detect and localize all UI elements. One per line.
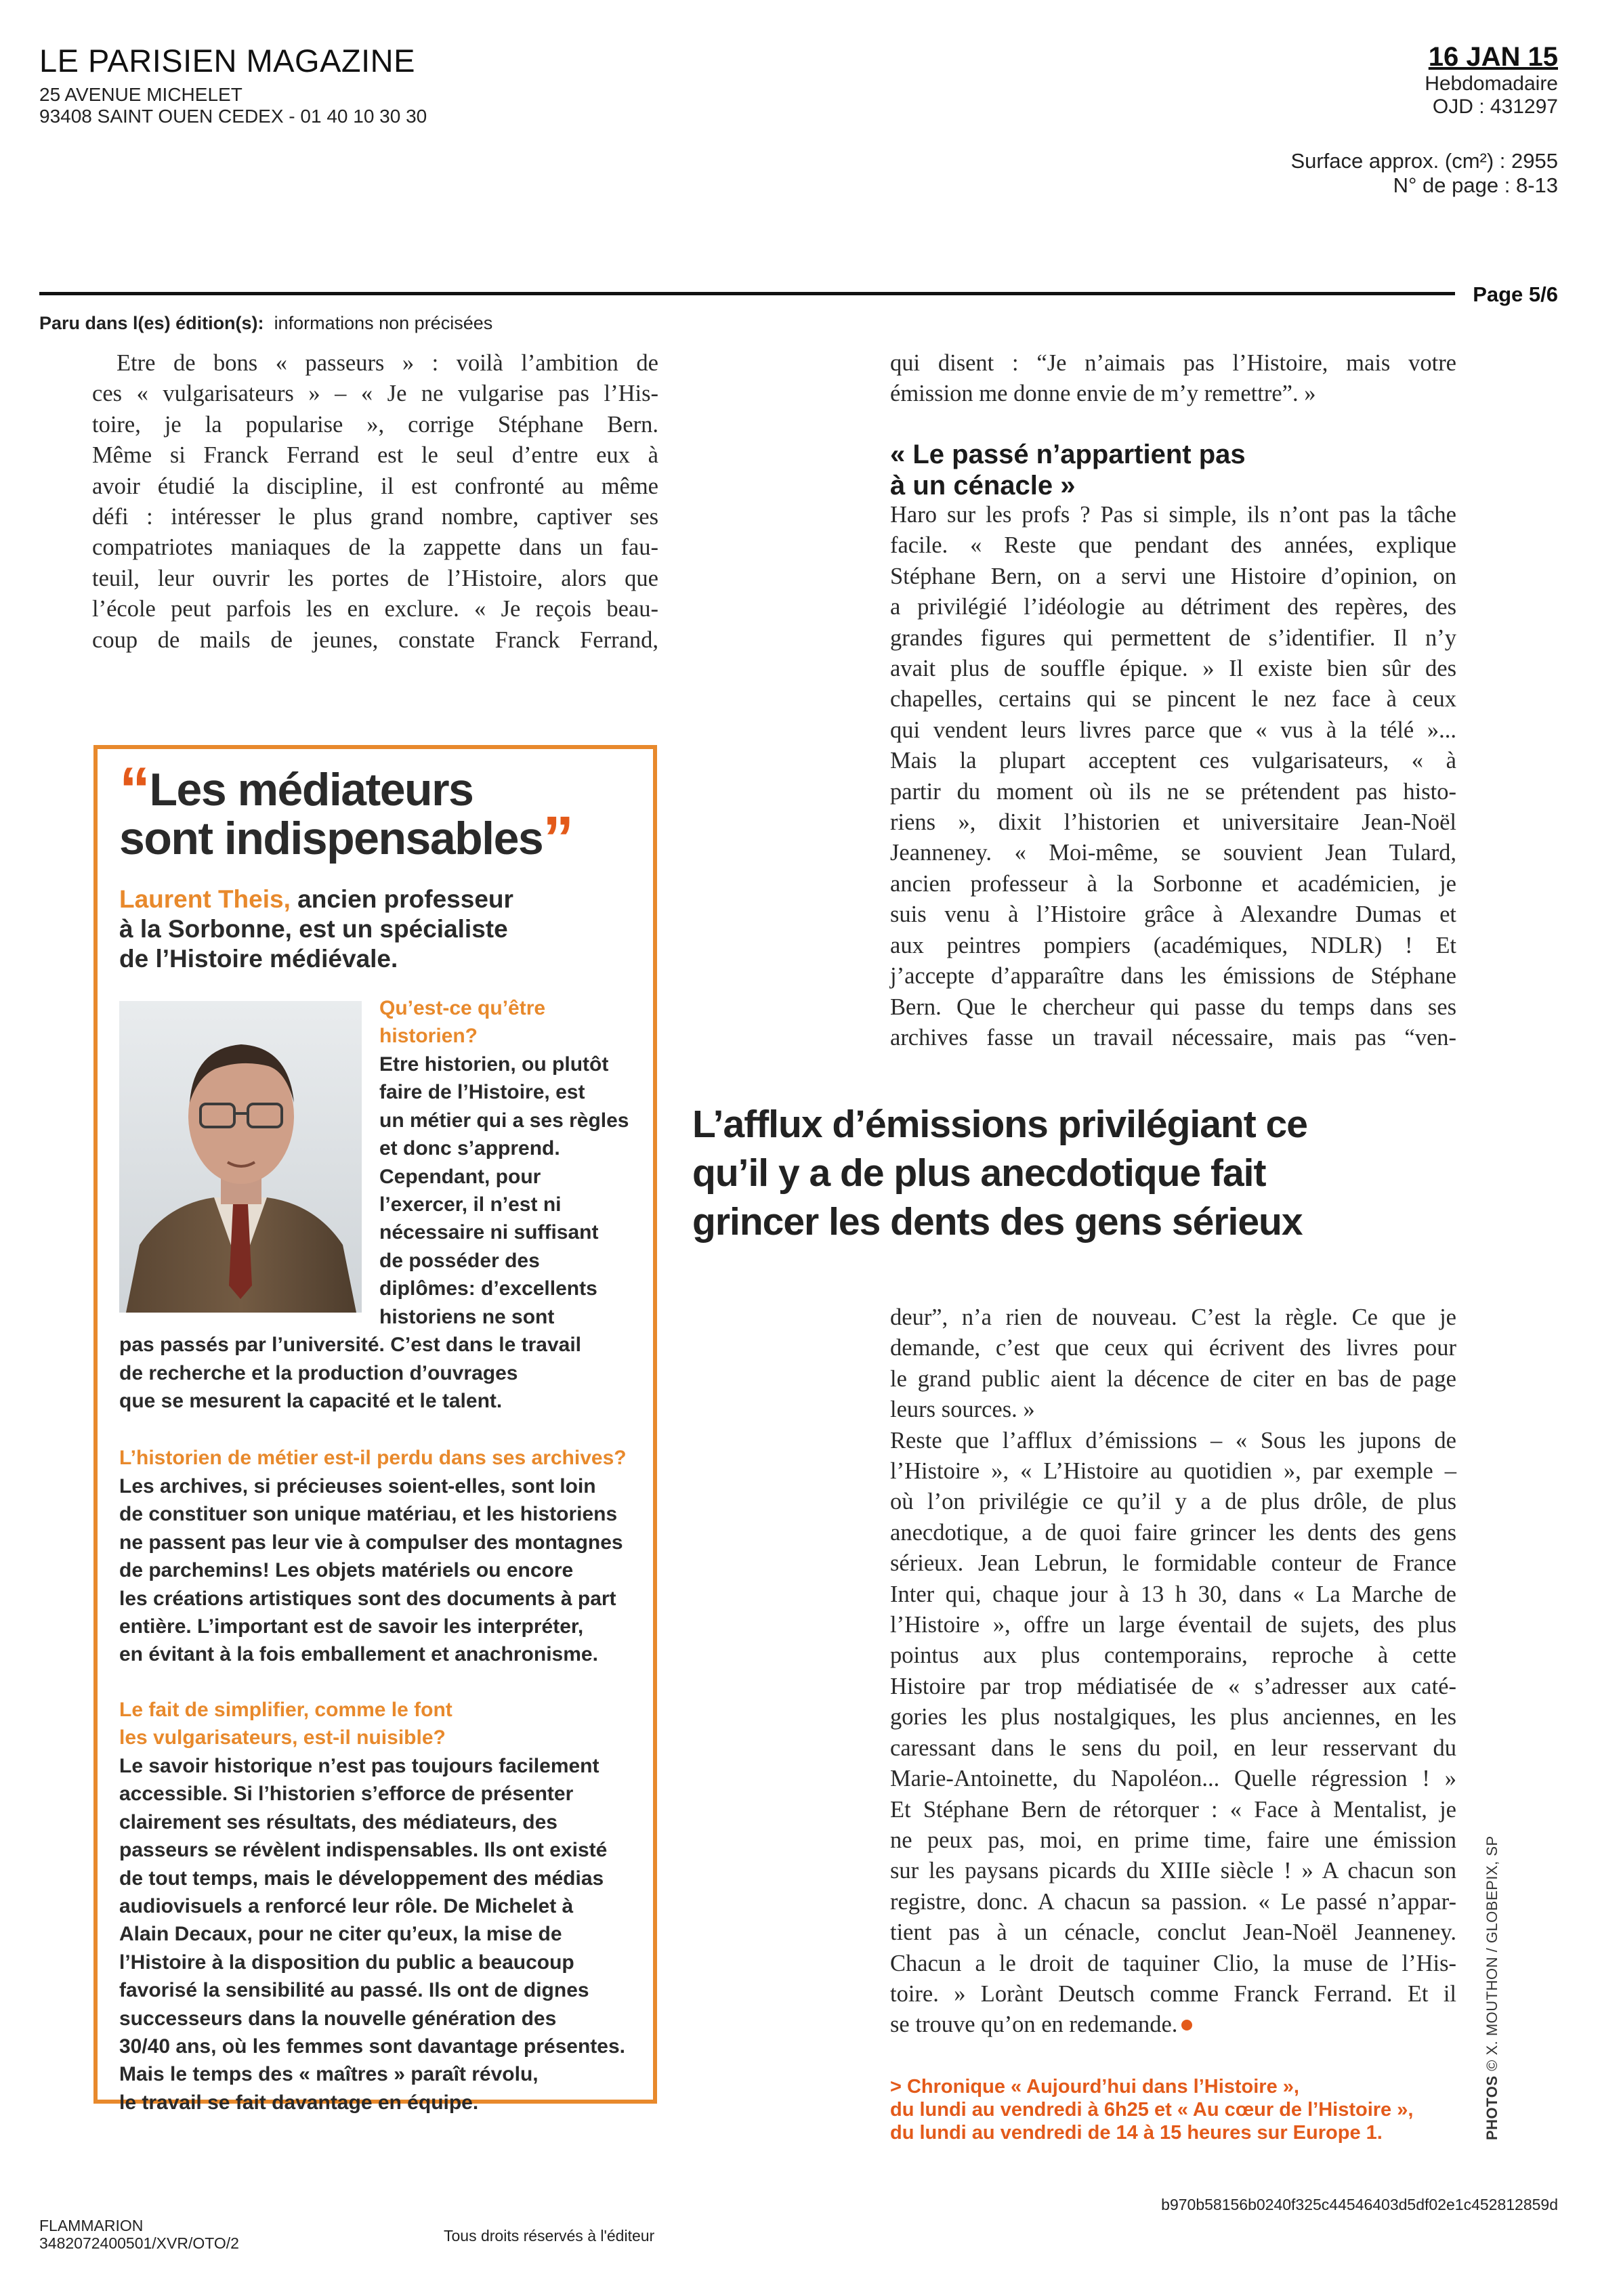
interview-question-1	[379, 994, 637, 1050]
text-line: pointus aux plus contemporains, reproche à cette	[890, 1642, 1456, 1669]
publication-name: LE PARISIEN MAGAZINE	[39, 43, 415, 79]
answer-line: Le savoir historique n’est pas toujours facilement	[119, 1755, 599, 1777]
text-line: compatriotes maniaques de la zappette dans un fau-	[92, 534, 658, 561]
text-line: registre, donc. A chacun sa passion. « Le passé n’appar-	[890, 1888, 1456, 1915]
footer-left	[39, 2217, 239, 2252]
text-line: j’accepte d’apparaître dans les émissions de Stéphane	[890, 963, 1456, 990]
interview-answer-1-side	[379, 1050, 644, 1303]
edition-value: informations non précisées	[274, 313, 493, 333]
text-line: caressant dans le sens du poil, en leur resservant du	[890, 1735, 1456, 1761]
article-column-right-body	[890, 500, 1456, 1053]
interview-box-title	[119, 755, 573, 873]
text-line: facile. « Reste que pendant des années, explique	[890, 532, 1456, 559]
article-column-right-bottom	[890, 1302, 1456, 2041]
text-line: Inter qui, chaque jour à 13 h 30, dans « La Marche de	[890, 1581, 1456, 1607]
issue-ojd: OJD : 431297	[1432, 95, 1558, 118]
answer-line: un métier qui a ses règles	[379, 1109, 629, 1132]
text-line: demande, c’est que ceux qui écrivent des livres pour	[890, 1335, 1456, 1361]
header-rule	[39, 292, 1455, 295]
text-line: l’école peut parfois les en exclure. « Je reçois beau-	[92, 596, 658, 622]
text-line: sur les paysans picards du XIIIe siècle ! » A chacun son	[890, 1858, 1456, 1884]
answer-line: l’Histoire à la disposition du public a beaucoup	[119, 1951, 574, 1974]
text-line: qui vendent leurs livres parce que « vus à la télé »...	[890, 717, 1456, 743]
text-line: qui disent : “Je n’aimais pas l’Histoire, mais votre	[890, 350, 1456, 376]
question-line: historien?	[379, 1025, 478, 1048]
interview-answer-1-continued	[119, 1303, 634, 1416]
text-line: émission me donne envie de m’y remettre”. »	[890, 381, 1316, 407]
text-line: Mais la plupart acceptent ces vulgarisateurs, « à	[890, 748, 1456, 774]
text-line: grandes figures qui permettent de s’identifier. Il n’y	[890, 624, 1456, 651]
interview-answer-3	[119, 1752, 634, 2117]
answer-line: audiovisuels a renforcé leur rôle. De Michelet à	[119, 1895, 574, 1918]
box-title-line: sont indispensables	[119, 813, 543, 864]
text-line: riens », dixit l’historien et universitaire Jean-Noël	[890, 809, 1456, 836]
footer-rights: Tous droits réservés à l'éditeur	[444, 2227, 655, 2245]
answer-line: 30/40 ans, où les femmes sont davantage présentes.	[119, 2035, 625, 2058]
portrait-photo	[119, 1001, 362, 1313]
answer-line: et donc s’apprend.	[379, 1137, 560, 1160]
text-line: ancien professeur à la Sorbonne et académicien, je	[890, 870, 1456, 897]
text-line: avait plus de souffle épique. » Il existe bien sûr des	[890, 656, 1456, 682]
issue-meta	[1290, 149, 1558, 198]
text-line: tient pas à un cénacle, conclut Jean-Noël Jeanneney.	[890, 1919, 1456, 1946]
text-line-final	[890, 2010, 1456, 2040]
answer-line: de constituer son unique matériau, et les historiens	[119, 1503, 618, 1526]
photo-credit-text: © X. MOUTHON / GLOBEPIX, SP	[1483, 1835, 1500, 2071]
page-range-info: N° de page : 8-13	[1393, 173, 1558, 197]
interview-answer-2	[119, 1472, 634, 1669]
text-line: leurs sources. »	[890, 1397, 1035, 1423]
answer-line: Etre historien, ou plutôt	[379, 1053, 609, 1076]
lead-text: ancien professeur	[290, 885, 513, 913]
interview-box-lead	[119, 885, 634, 974]
endnote-line: du lundi au vendredi de 14 à 15 heures sur Europe 1.	[890, 2122, 1383, 2144]
answer-line: le travail se fait davantage en équipe.	[119, 2091, 479, 2114]
text-line: avoir étudié la discipline, il est confronté au même	[92, 473, 658, 499]
question-line: Qu’est-ce qu’être	[379, 997, 546, 1019]
issue-date: 16 JAN 15	[1428, 42, 1558, 72]
publication-address-line1: 25 AVENUE MICHELET	[39, 84, 243, 105]
text-line: sérieux. Jean Lebrun, le formidable conteur de France	[890, 1550, 1456, 1577]
page-number: Page 5/6	[1473, 282, 1558, 306]
box-title-line: Les médiateurs	[149, 764, 473, 815]
answer-line: de tout temps, mais le développement des médias	[119, 1867, 604, 1890]
pull-quote-line: grincer les dents des gens sérieux	[692, 1200, 1303, 1243]
answer-line: clairement ses résultats, des médiateurs, des	[119, 1810, 557, 1833]
lead-text: de l’Histoire médiévale.	[119, 945, 398, 973]
answer-line: Alain Decaux, pour ne citer qu’eux, la mise de	[119, 1923, 562, 1946]
answer-line: favorisé la sensibilité au passé. Ils ont de dignes	[119, 1979, 589, 2002]
text-line: teuil, leur ouvrir les portes de l’Histoire, alors que	[92, 565, 658, 591]
pull-quote-line: L’afflux d’émissions privilégiant ce	[692, 1103, 1307, 1146]
text-line: ces « vulgarisateurs » – « Je ne vulgarise pas l’His-	[92, 381, 658, 407]
text-line: a privilégié l’idéologie au détriment des repères, des	[890, 594, 1456, 620]
answer-line: en évitant à la fois emballement et anachronisme.	[119, 1643, 598, 1666]
close-quote-icon: ”	[543, 804, 573, 873]
question-line: les vulgarisateurs, est-il nuisible?	[119, 1726, 446, 1749]
interview-question-3	[119, 1696, 458, 1752]
text-line: Marie-Antoinette, du Napoléon... Quelle régression ! »	[890, 1766, 1456, 1792]
text-line: Reste que l’afflux d’émissions – « Sous les jupons de	[890, 1427, 1456, 1453]
text-line: toire. » Lorànt Deutsch comme Franck Ferrand. Et il	[890, 1980, 1456, 2007]
answer-line: de parchemins! Les objets matériels ou encore	[119, 1559, 574, 1582]
endnote-line: > Chronique « Aujourd’hui dans l’Histoire »,	[890, 2076, 1299, 2098]
text-line: Jeanneney. « Moi-même, se souvient Jean Tulard,	[890, 840, 1456, 866]
text-line: Haro sur les profs ? Pas si simple, ils n’ont pas la tâche	[890, 502, 1456, 528]
text-line: Même si Franck Ferrand est le seul d’entre eux à	[92, 442, 658, 469]
surface-info: Surface approx. (cm²) : 2955	[1290, 149, 1558, 173]
text-line: Stéphane Bern, on a servi une Histoire d’opinion, on	[890, 563, 1456, 589]
text-line: le grand public aient la décence de citer en bas de page	[890, 1365, 1456, 1392]
text-line: coup de mails de jeunes, constate Franck Ferrand,	[92, 626, 658, 653]
text-line: chapelles, certains qui se pincent le nez face à ceux	[890, 686, 1456, 713]
text-line: l’Histoire », « L’Histoire au quotidien », par exemple –	[890, 1458, 1456, 1485]
text-line: aux peintres pompiers (académiques, NDLR) ! Et	[890, 932, 1456, 958]
answer-line: passeurs se révèlent indispensables. Ils ont existé	[119, 1839, 608, 1862]
text-line: Bern. Que le chercheur qui passe du temps dans ses	[890, 994, 1456, 1020]
answer-line: Cependant, pour	[379, 1165, 541, 1188]
edition-info	[39, 313, 492, 334]
answer-line: Mais le temps des « maîtres » paraît révolu,	[119, 2063, 539, 2086]
answer-line: accessible. Si l’historien s’efforce de présenter	[119, 1783, 574, 1806]
text-line: partir du moment où ils ne se prétendent pas histo-	[890, 778, 1456, 805]
answer-line: les créations artistiques sont des documents à part	[119, 1587, 616, 1610]
issue-info	[1425, 42, 1558, 119]
broadcast-endnote	[890, 2075, 1413, 2144]
pull-quote-line: qu’il y a de plus anecdotique fait	[692, 1151, 1266, 1195]
text-line: défi : intéresser le plus grand nombre, captiver ses	[92, 504, 658, 530]
lead-text: à la Sorbonne, est un spécialiste	[119, 915, 508, 943]
text-line: toire, je la popularise », corrige Stéphane Bern.	[92, 411, 658, 438]
answer-line: l’exercer, il n’est ni	[379, 1193, 562, 1216]
answer-line: pas passés par l’université. C’est dans le travail	[119, 1334, 581, 1357]
answer-line: que se mesurent la capacité et le talent.	[119, 1390, 503, 1413]
text-line: gories les plus nostalgiques, les plus anciennes, en les	[890, 1704, 1456, 1730]
answer-line: faire de l’Histoire, est	[379, 1081, 585, 1104]
open-quote-icon: “	[119, 755, 150, 824]
issue-frequency: Hebdomadaire	[1425, 72, 1558, 95]
text-line: Et Stéphane Bern de rétorquer : « Face à Mentalist, je	[890, 1796, 1456, 1823]
text-line: Histoire par trop médiatisée de « s’adresser aux caté-	[890, 1673, 1456, 1699]
text-line: suis venu à l’Histoire grâce à Alexandre Dumas et	[890, 901, 1456, 928]
section-subhead	[890, 439, 1456, 501]
question-line: L’historien de métier est-il perdu dans ses archives?	[119, 1447, 627, 1469]
subhead-line: à un cénacle »	[890, 471, 1076, 501]
answer-line: entière. L’important est de savoir les interpréter,	[119, 1615, 584, 1638]
footer-reference: 3482072400501/XVR/OTO/2	[39, 2234, 239, 2252]
text-line: Etre de bons « passeurs » : voilà l’ambition de	[117, 350, 658, 376]
interviewee-name: Laurent Theis,	[119, 885, 291, 913]
answer-line: historiens ne sont	[379, 1306, 555, 1328]
answer-line: Les archives, si précieuses soient-elles, sont loin	[119, 1475, 596, 1497]
end-of-article-dot-icon	[1181, 2020, 1192, 2031]
text-line: se trouve qu’on en redemande.	[890, 2012, 1178, 2038]
article-column-left	[92, 348, 658, 656]
interview-question-2	[119, 1444, 648, 1472]
answer-line: de posséder des	[379, 1249, 540, 1272]
text-line: ne peux pas, moi, en prime time, faire une émission	[890, 1827, 1456, 1853]
publication-address-line2: 93408 SAINT OUEN CEDEX - 01 40 10 30 30	[39, 106, 427, 127]
article-column-right-top	[890, 348, 1456, 410]
edition-label: Paru dans l(es) édition(s):	[39, 313, 264, 333]
text-line: archives fasse un travail nécessaire, mais pas “ven-	[890, 1024, 1456, 1050]
answer-line: diplômes: d’excellents	[379, 1277, 597, 1300]
photo-credit	[1483, 1835, 1501, 2140]
text-line: l’Histoire », offre un large éventail de sujets, des plus	[890, 1612, 1456, 1638]
subhead-line: « Le passé n’appartient pas	[890, 440, 1246, 469]
footer-hash: b970b58156b0240f325c44546403d5df02e1c452812859d	[1161, 2196, 1558, 2213]
endnote-line: du lundi au vendredi à 6h25 et « Au cœur de l’Histoire »,	[890, 2099, 1414, 2121]
question-line: Le fait de simplifier, comme le font	[119, 1699, 452, 1721]
photo-credit-label: PHOTOS	[1483, 2075, 1500, 2140]
answer-line: de recherche et la production d’ouvrages	[119, 1361, 518, 1384]
text-line: où l’on privilégie ce qu’il y a de plus drôle, de plus	[890, 1489, 1456, 1515]
answer-line: ne passent pas leur vie à compulser des montagnes	[119, 1531, 623, 1554]
text-line: anecdotique, a de quoi faire grincer les dents des gens	[890, 1519, 1456, 1546]
answer-line: successeurs dans la nouvelle génération des	[119, 2007, 557, 2030]
text-line: deur”, n’a rien de nouveau. C’est la règle. Ce que je	[890, 1304, 1456, 1330]
answer-line: nécessaire ni suffisant	[379, 1221, 599, 1244]
text-line: Chacun a le droit de taquiner Clio, la muse de l’His-	[890, 1950, 1456, 1976]
pull-quote	[692, 1100, 1458, 1246]
footer-publisher: FLAMMARION	[39, 2217, 144, 2234]
